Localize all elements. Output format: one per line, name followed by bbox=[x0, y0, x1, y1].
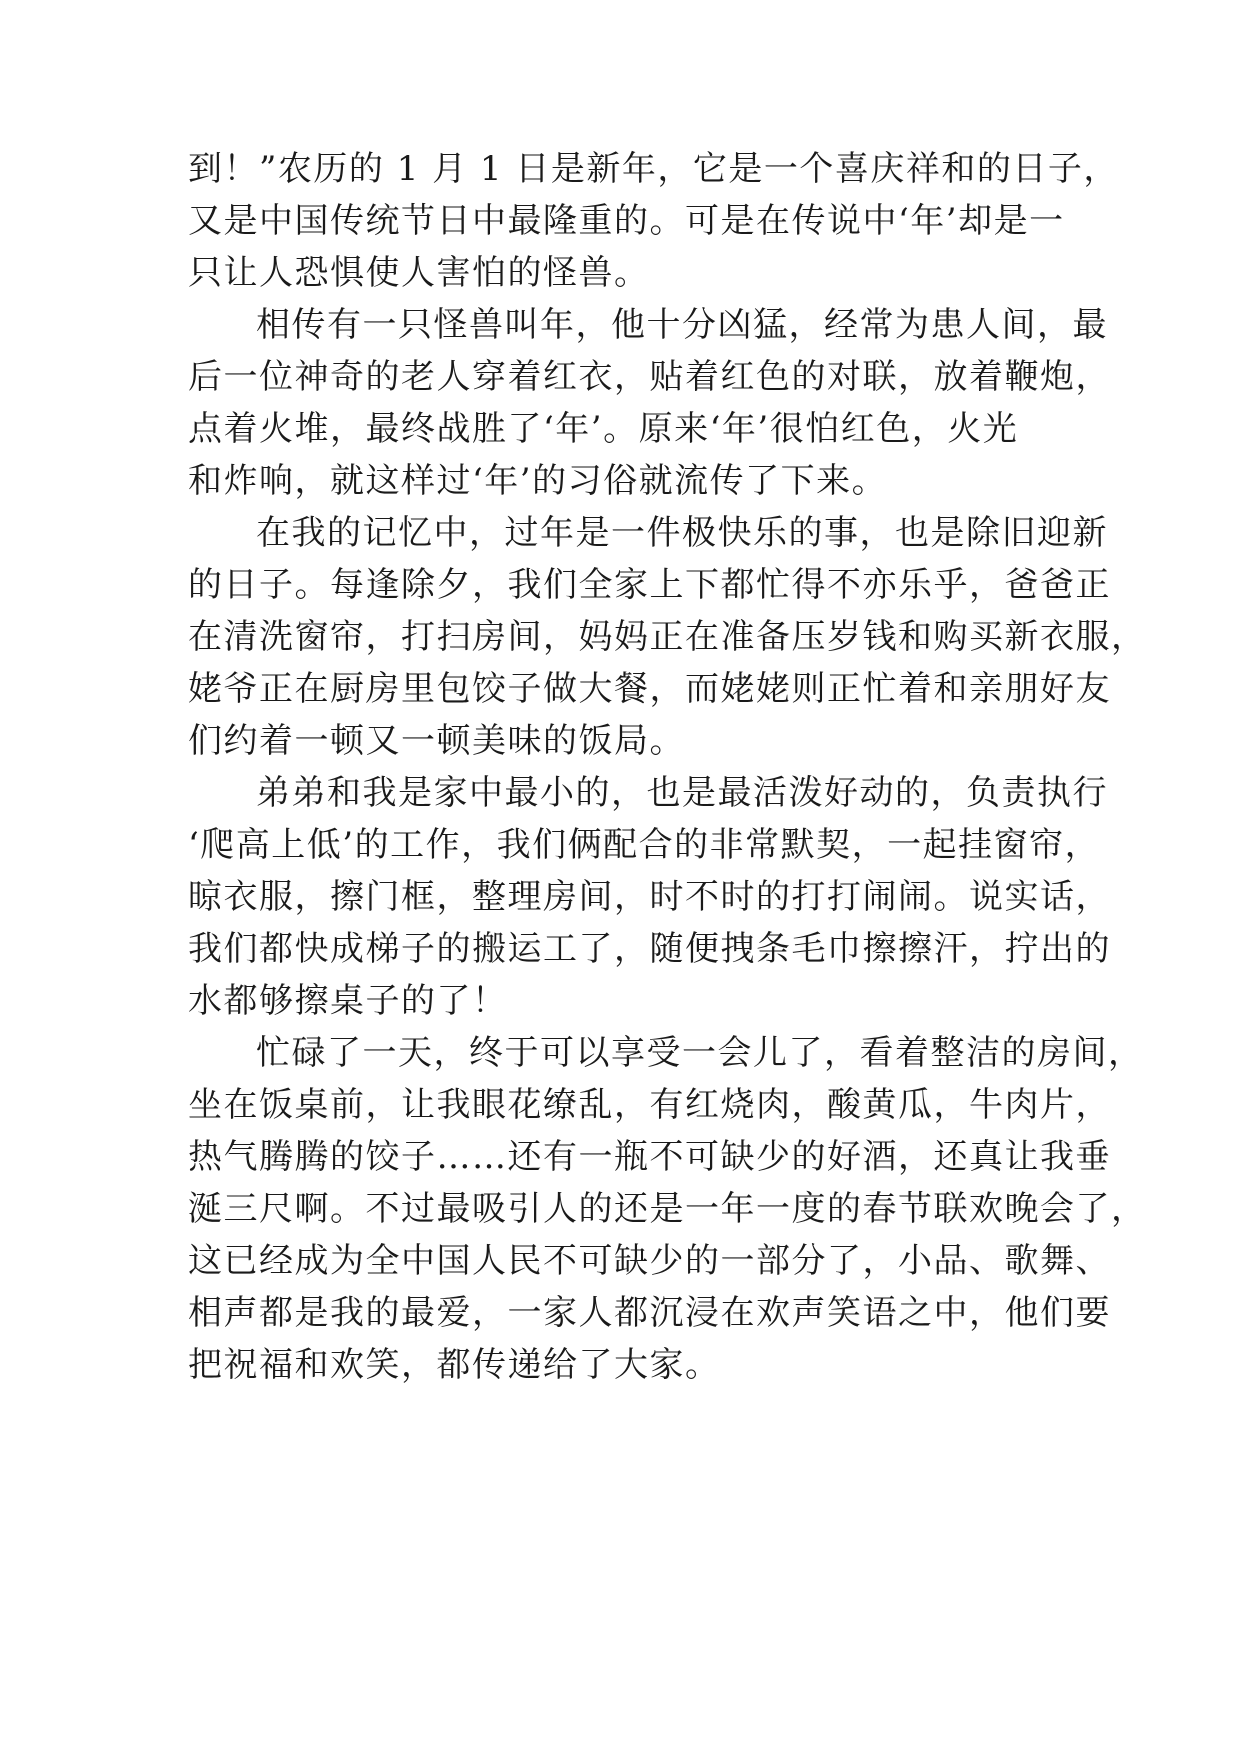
paragraph-2-line-2: 后一位神奇的老人穿着红衣，贴着红色的对联，放着鞭炮， bbox=[188, 357, 1111, 397]
paragraph-4-line-5: 水都够擦桌子的了！ bbox=[188, 981, 508, 1021]
paragraph-2-line-1: 相传有一只怪兽叫年，他十分凶猛，经常为患人间，最 bbox=[256, 305, 1108, 345]
paragraph-5-line-1: 忙碌了一天，终于可以享受一会儿了，看着整洁的房间， bbox=[256, 1033, 1144, 1073]
paragraph-2-line-4: 和炸响，就这样过‘年’的习俗就流传了下来。 bbox=[188, 461, 888, 501]
paragraph-3-line-5: 们约着一顿又一顿美味的饭局。 bbox=[188, 721, 685, 761]
paragraph-4-line-3: 晾衣服，擦门框，整理房间，时不时的打打闹闹。说实话， bbox=[188, 877, 1111, 917]
paragraph-3-line-2: 的日子。每逢除夕，我们全家上下都忙得不亦乐乎，爸爸正 bbox=[188, 565, 1111, 605]
paragraph-1-line-3: 只让人恐惧使人害怕的怪兽。 bbox=[188, 253, 650, 293]
paragraph-3-line-4: 姥爷正在厨房里包饺子做大餐，而姥姥则正忙着和亲朋好友 bbox=[188, 669, 1111, 709]
paragraph-5-line-7: 把祝福和欢笑，都传递给了大家。 bbox=[188, 1345, 721, 1385]
paragraph-2-line-3: 点着火堆，最终战胜了‘年’。原来‘年’很怕红色，火光 bbox=[188, 409, 1019, 449]
paragraph-5-line-3: 热气腾腾的饺子……还有一瓶不可缺少的好酒，还真让我垂 bbox=[188, 1137, 1111, 1177]
paragraph-4-line-4: 我们都快成梯子的搬运工了，随便拽条毛巾擦擦汗，拧出的 bbox=[188, 929, 1111, 969]
paragraph-5-line-2: 坐在饭桌前，让我眼花缭乱，有红烧肉，酸黄瓜，牛肉片， bbox=[188, 1085, 1111, 1125]
paragraph-4-line-1: 弟弟和我是家中最小的，也是最活泼好动的，负责执行 bbox=[256, 773, 1108, 813]
paragraph-3-line-3: 在清洗窗帘，打扫房间，妈妈正在准备压岁钱和购买新衣服， bbox=[188, 617, 1147, 657]
paragraph-5-line-6: 相声都是我的最爱，一家人都沉浸在欢声笑语之中，他们要 bbox=[188, 1293, 1111, 1333]
paragraph-5-line-5: 这已经成为全中国人民不可缺少的一部分了，小品、歌舞、 bbox=[188, 1241, 1111, 1281]
paragraph-1-line-2: 又是中国传统节日中最隆重的。可是在传说中‘年’却是一 bbox=[188, 201, 1065, 241]
paragraph-1-line-1: 到！”农历的 1 月 1 日是新年，它是一个喜庆祥和的日子， bbox=[188, 149, 1119, 189]
paragraph-4-line-2: ‘爬高上低’的工作，我们俩配合的非常默契，一起挂窗帘， bbox=[188, 825, 1101, 865]
paragraph-5-line-4: 涎三尺啊。不过最吸引人的还是一年一度的春节联欢晚会了， bbox=[188, 1189, 1147, 1229]
paragraph-3-line-1: 在我的记忆中，过年是一件极快乐的事，也是除旧迎新 bbox=[256, 513, 1108, 553]
